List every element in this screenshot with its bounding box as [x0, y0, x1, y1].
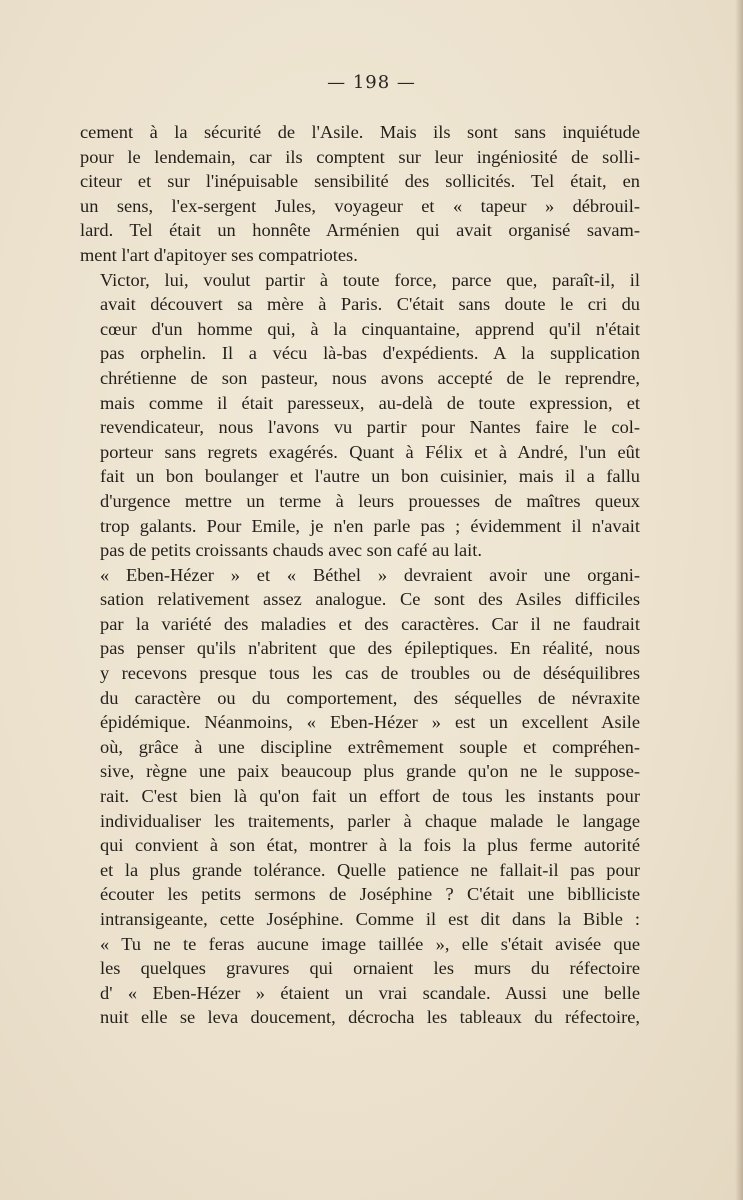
paragraph	[80, 268, 640, 563]
text-line: avait découvert sa mère à Paris. C'était sans doute le cri du	[100, 294, 640, 315]
text-line: qui convient à son état, montrer à la fois la plus ferme autorité	[100, 835, 640, 856]
text-line: écouter les petits sermons de Joséphine ? C'était une biblliciste	[100, 884, 640, 905]
text-line: d' « Eben-Hézer » étaient un vrai scandale. Aussi une belle	[100, 982, 640, 1003]
text-line: revendicateur, nous l'avons vu partir pour Nantes faire le col-	[100, 417, 640, 438]
text-line: nuit elle se leva doucement, décrocha les tableaux du réfectoire,	[100, 1007, 640, 1028]
text-line: rait. C'est bien là qu'on fait un effort de tous les instants pour	[100, 786, 640, 807]
text-line: cement à la sécurité de l'Asile. Mais ils sont sans inquiétude	[80, 122, 640, 142]
body-text	[80, 120, 640, 1030]
text-line: du caractère ou du comportement, des séquelles de névraxite	[100, 687, 640, 708]
text-line: les quelques gravures qui ornaient les murs du réfectoire	[100, 958, 640, 979]
text-line: sation relativement assez analogue. Ce sont des Asiles difficiles	[100, 589, 640, 610]
text-line: y recevons presque tous les cas de troubles ou de déséquilibres	[100, 663, 640, 684]
text-line: trop galants. Pour Emile, je n'en parle pas ; évidemment il n'avait	[100, 515, 640, 536]
text-line: mais comme il était paresseux, au-delà de toute expression, et	[100, 392, 640, 413]
text-line: d'urgence mettre un terme à leurs prouesses de maîtres queux	[100, 490, 640, 511]
text-line: Victor, lui, voulut partir à toute force, parce que, paraît-il, il	[100, 269, 640, 290]
text-line: pas orphelin. Il a vécu là-bas d'expédients. A la supplication	[100, 343, 640, 364]
text-line: et la plus grande tolérance. Quelle patience ne fallait-il pas pour	[100, 859, 640, 880]
text-line: sive, règne une paix beaucoup plus grande qu'on ne le suppose-	[100, 761, 640, 782]
text-line: lard. Tel était un honnête Arménien qui avait organisé savam-	[80, 220, 640, 241]
text-line: ment l'art d'apitoyer ses compatriotes.	[80, 244, 358, 265]
text-line: « Tu ne te feras aucune image taillée », elle s'était avisée que	[100, 933, 640, 954]
paragraph	[80, 120, 640, 268]
text-line: citeur et sur l'inépuisable sensibilité des sollicités. Tel était, en	[80, 171, 640, 192]
text-line: chrétienne de son pasteur, nous avons accepté de le reprendre,	[100, 367, 640, 388]
text-line: pour le lendemain, car ils comptent sur leur ingéniosité de solli-	[80, 146, 640, 167]
text-line: cœur d'un homme qui, à la cinquantaine, apprend qu'il n'était	[100, 318, 640, 339]
text-line: un sens, l'ex-sergent Jules, voyageur et « tapeur » débrouil-	[80, 195, 640, 216]
text-line: pas penser qu'ils n'abritent que des épileptiques. En réalité, nous	[100, 638, 640, 659]
text-line: où, grâce à une discipline extrêmement souple et compréhen-	[100, 736, 640, 757]
text-line: par la variété des maladies et des caractères. Car il ne faudrait	[100, 613, 640, 634]
page-number: — 198 —	[327, 72, 416, 93]
text-line: individualiser les traitements, parler à chaque malade le langage	[100, 810, 640, 831]
text-line: fait un bon boulanger et l'autre un bon cuisinier, mais il a fallu	[100, 466, 640, 487]
text-line: « Eben-Hézer » et « Béthel » devraient avoir une organi-	[100, 564, 640, 585]
text-line: porteur sans regrets exagérés. Quant à Félix et à André, l'un eût	[100, 441, 640, 462]
paragraph	[80, 563, 640, 1030]
text-line: intransigeante, cette Joséphine. Comme il est dit dans la Bible :	[100, 909, 640, 929]
text-line: épidémique. Néanmoins, « Eben-Hézer » est un excellent Asile	[100, 712, 640, 733]
text-line: pas de petits croissants chauds avec son café au lait.	[100, 540, 482, 561]
page-edge-shadow	[735, 0, 743, 1200]
